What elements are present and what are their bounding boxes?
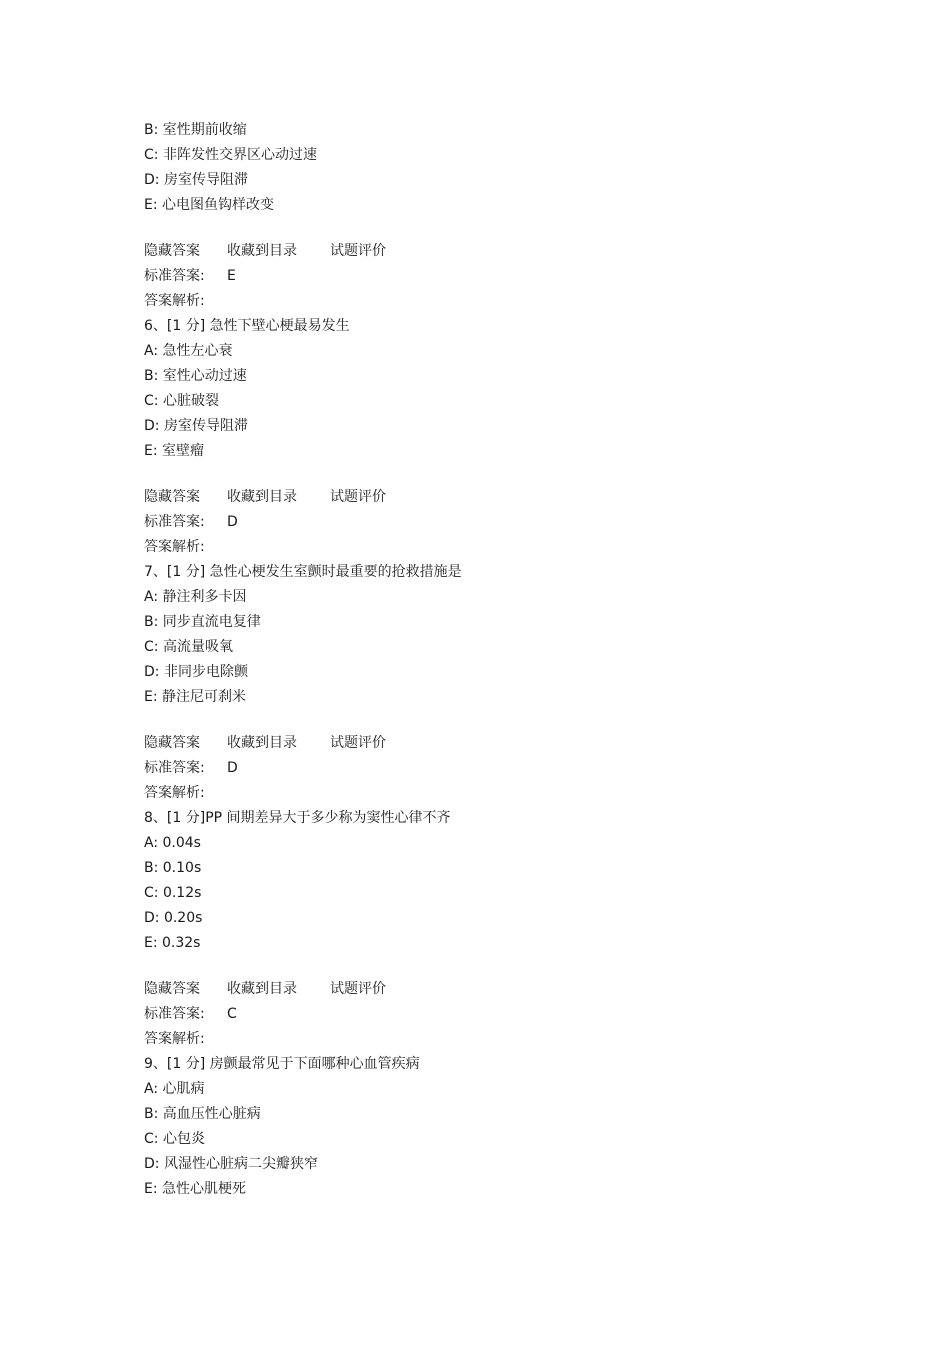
- add-to-catalog-link[interactable]: 收藏到目录: [227, 489, 297, 505]
- standard-answer-value: E: [227, 268, 236, 284]
- question-title: 8、[1 分]PP 间期差异大于多少称为窦性心律不齐: [144, 810, 451, 826]
- standard-answer-label: 标准答案:: [144, 268, 205, 284]
- option-a: A: 心肌病: [144, 1081, 205, 1097]
- option-c: C: 心脏破裂: [144, 393, 219, 409]
- option-b: B: 高血压性心脏病: [144, 1106, 261, 1122]
- option-e: E: 室壁瘤: [144, 443, 205, 459]
- rate-question-link[interactable]: 试题评价: [330, 243, 386, 259]
- question-block-6: [144, 314, 844, 560]
- hide-answer-link[interactable]: 隐藏答案: [144, 981, 200, 997]
- option-b: B: 0.10s: [144, 860, 202, 876]
- standard-answer: [144, 510, 844, 535]
- option-b: B: 室性期前收缩: [144, 122, 247, 138]
- option-d: D: 风湿性心脏病二尖瓣狭窄: [144, 1156, 318, 1172]
- question-title: 6、[1 分] 急性下壁心梗最易发生: [144, 318, 350, 334]
- standard-answer-value: C: [227, 1006, 237, 1022]
- option-e: E: 心电图鱼钩样改变: [144, 197, 275, 213]
- option-d: D: 非同步电除颤: [144, 664, 248, 680]
- hide-answer-link[interactable]: 隐藏答案: [144, 735, 200, 751]
- answer-analysis-label: 答案解析:: [144, 1031, 205, 1047]
- answer-actions: [144, 239, 844, 264]
- standard-answer: [144, 1002, 844, 1027]
- standard-answer: [144, 756, 844, 781]
- option-a: A: 静注利多卡因: [144, 589, 247, 605]
- document-page: [144, 118, 844, 1202]
- add-to-catalog-link[interactable]: 收藏到目录: [227, 243, 297, 259]
- answer-actions: [144, 485, 844, 510]
- answer-analysis-label: 答案解析:: [144, 539, 205, 555]
- option-e: E: 急性心肌梗死: [144, 1181, 247, 1197]
- standard-answer-value: D: [227, 514, 238, 530]
- rate-question-link[interactable]: 试题评价: [330, 981, 386, 997]
- option-a: A: 0.04s: [144, 835, 201, 851]
- answer-actions: [144, 731, 844, 756]
- standard-answer-value: D: [227, 760, 238, 776]
- rate-question-link[interactable]: 试题评价: [330, 735, 386, 751]
- hide-answer-link[interactable]: 隐藏答案: [144, 489, 200, 505]
- option-d: D: 房室传导阻滞: [144, 172, 248, 188]
- add-to-catalog-link[interactable]: 收藏到目录: [227, 981, 297, 997]
- question-block-8: [144, 806, 844, 1052]
- rate-question-link[interactable]: 试题评价: [330, 489, 386, 505]
- option-c: C: 心包炎: [144, 1131, 205, 1147]
- question-block-9: [144, 1052, 844, 1202]
- option-c: C: 0.12s: [144, 885, 202, 901]
- standard-answer: [144, 264, 844, 289]
- option-c: C: 高流量吸氧: [144, 639, 233, 655]
- add-to-catalog-link[interactable]: 收藏到目录: [227, 735, 297, 751]
- option-e: E: 静注尼可刹米: [144, 689, 247, 705]
- answer-analysis-label: 答案解析:: [144, 785, 205, 801]
- option-a: A: 急性左心衰: [144, 343, 233, 359]
- option-d: D: 0.20s: [144, 910, 203, 926]
- option-e: E: 0.32s: [144, 935, 201, 951]
- option-b: B: 室性心动过速: [144, 368, 247, 384]
- answer-actions: [144, 977, 844, 1002]
- question-title: 7、[1 分] 急性心梗发生室颤时最重要的抢救措施是: [144, 564, 462, 580]
- option-b: B: 同步直流电复律: [144, 614, 261, 630]
- option-d: D: 房室传导阻滞: [144, 418, 248, 434]
- question-block-7: [144, 560, 844, 806]
- answer-analysis-label: 答案解析:: [144, 293, 205, 309]
- option-c: C: 非阵发性交界区心动过速: [144, 147, 317, 163]
- hide-answer-link[interactable]: 隐藏答案: [144, 243, 200, 259]
- question-block-5-tail: [144, 118, 844, 314]
- standard-answer-label: 标准答案:: [144, 760, 205, 776]
- standard-answer-label: 标准答案:: [144, 514, 205, 530]
- standard-answer-label: 标准答案:: [144, 1006, 205, 1022]
- question-title: 9、[1 分] 房颤最常见于下面哪种心血管疾病: [144, 1056, 420, 1072]
